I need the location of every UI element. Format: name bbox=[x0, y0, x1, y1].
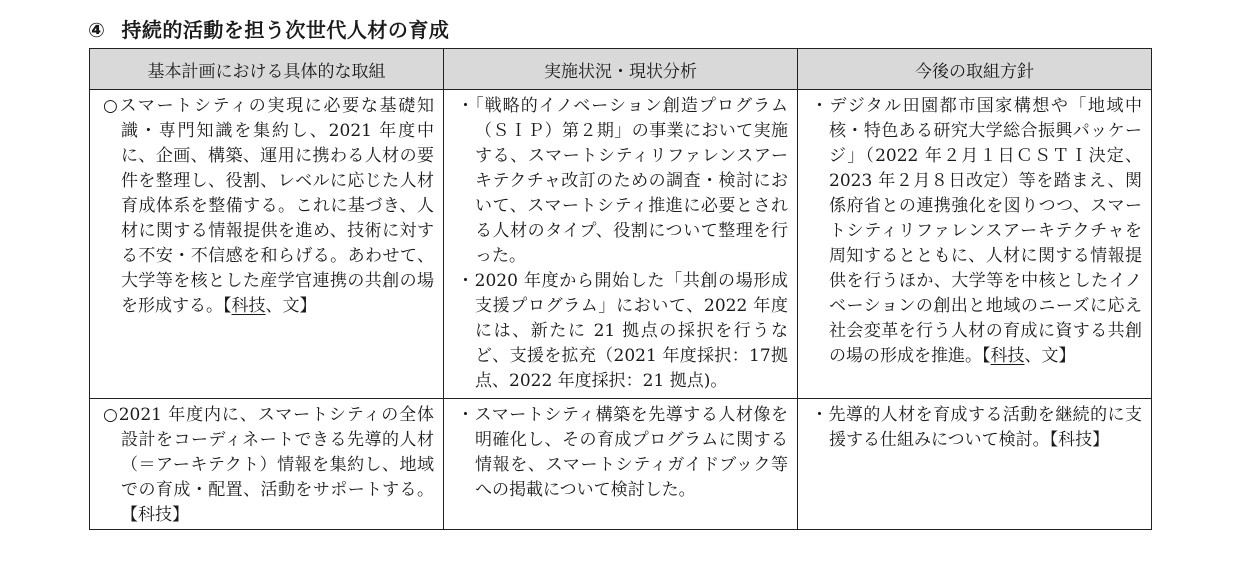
plan-cell bbox=[90, 399, 444, 530]
section-number: ④ bbox=[88, 18, 106, 42]
policy-text: ・デジタル田園都市国家構想や「地域中核・特色ある研究大学総合振興パッケージ」（2022 年２月１日ＣＳＴＩ決定、2023 年２月８日改定）等を踏まえ、関係府省との連携強化を図りつつ、スマートシティリファレンスアーキテクチャを周知するとともに、人材に関する情報提供を行うほか、大学等を中核としたイノベーションの創出と地域のニーズに応え社会変革を行う人材の育成に資する共創の場の形成を推進。【科技、文】 bbox=[811, 96, 1142, 366]
table-header-row bbox=[90, 49, 1152, 90]
header-status: 実施状況・現状分析 bbox=[444, 49, 798, 90]
status-item: ・「戦略的イノベーション創造プログラム（ＳＩＰ）第２期」の事業において実施する、スマートシティリファレンスアーキテクチャ改訂のための調査・検討において、スマートシティ推進に必要とされる人材のタイプ、役割について整理を行った。 bbox=[457, 96, 788, 266]
plan-cell bbox=[90, 90, 444, 399]
status-item: ・スマートシティ構築を先導する人材像を明確化し、その育成プログラムに関する情報を、スマートシティガイドブック等への掲載について検討した。 bbox=[457, 405, 788, 500]
initiatives-table bbox=[89, 48, 1152, 530]
plan-text: ○スマートシティの実現に必要な基礎知識・専門知識を集約し、2021 年度中に、企画、構築、運用に携わる人材の要件を整理し、役割、レベルに応じた人材育成体系を整備する。これに基づき、人材に関する情報提供を進め、技術に対する不安・不信感を和らげる。あわせて、大学等を核とした産学官連携の共創の場を形成する。【科技、文】 bbox=[103, 96, 434, 316]
section-title: 持続的活動を担う次世代人材の育成 bbox=[121, 18, 450, 42]
status-cell bbox=[444, 90, 798, 399]
status-item: ・2020 年度から開始した「共創の場形成支援プログラム」において、2022 年度には、新たに 21 拠点の採択を行うなど、支援を拡充（2021 年度採択：17拠点、2022 年度採択：21 拠点)。 bbox=[457, 271, 788, 391]
table-row bbox=[90, 399, 1152, 530]
policy-text: ・先導的人材を育成する活動を継続的に支援する仕組みについて検討。【科技】 bbox=[811, 405, 1142, 450]
header-policy: 今後の取組方針 bbox=[798, 49, 1152, 90]
table-row bbox=[90, 90, 1152, 399]
ministry-tag: 科技 bbox=[990, 346, 1025, 366]
plan-text: ○2021 年度内に、スマートシティの全体設計をコーディネートできる先導的人材（＝アーキテクト）情報を集約し、地域での育成・配置、活動をサポートする。【科技】 bbox=[103, 405, 434, 525]
status-cell bbox=[444, 399, 798, 530]
header-plan: 基本計画における具体的な取組 bbox=[90, 49, 444, 90]
policy-cell bbox=[798, 399, 1152, 530]
ministry-tag: 科技 bbox=[231, 296, 266, 316]
section-heading bbox=[88, 14, 449, 43]
policy-cell bbox=[798, 90, 1152, 399]
